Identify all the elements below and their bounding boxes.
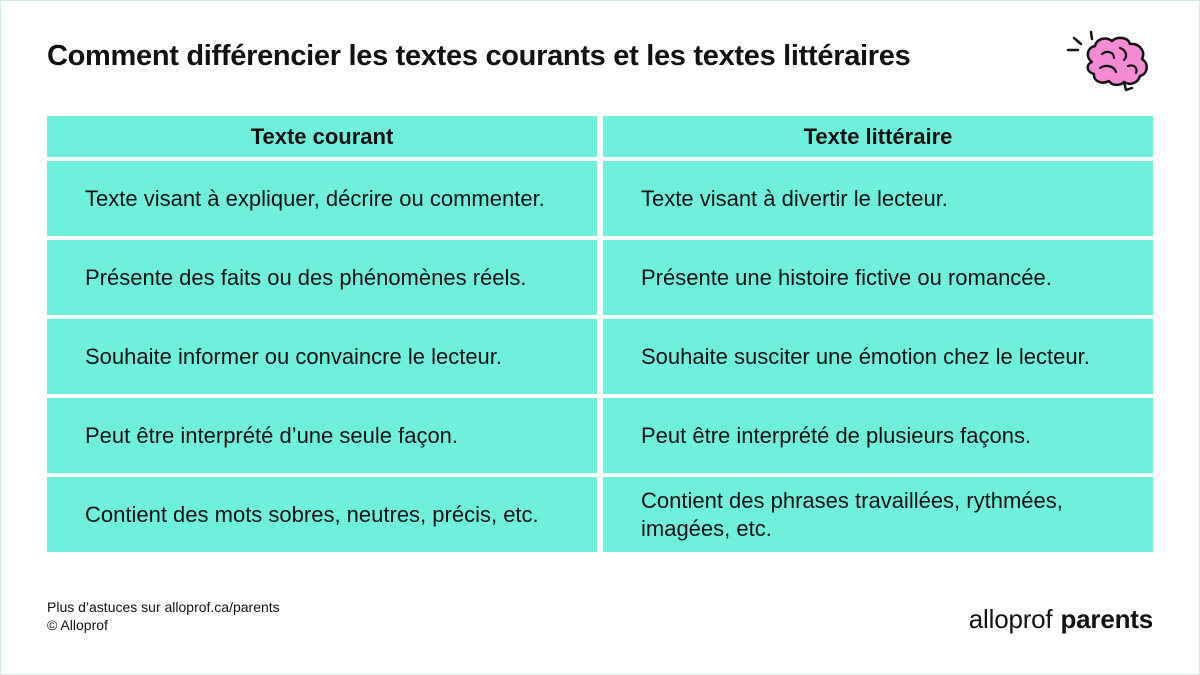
table-cell: Présente des faits ou des phénomènes réels. bbox=[47, 240, 597, 315]
table-cell: Souhaite informer ou convaincre le lecteur. bbox=[47, 319, 597, 394]
table-cell: Peut être interprété d’une seule façon. bbox=[47, 398, 597, 473]
table-cell: Texte visant à expliquer, décrire ou commenter. bbox=[47, 161, 597, 236]
copyright-text: © Alloprof bbox=[47, 617, 108, 633]
page-title: Comment différencier les textes courants et les textes littéraires bbox=[47, 40, 911, 72]
footer bbox=[47, 598, 280, 634]
table-cell: Contient des phrases travaillées, rythmées, imagées, etc. bbox=[603, 477, 1153, 552]
footer-link-text: Plus d’astuces sur alloprof.ca/parents bbox=[47, 599, 280, 615]
table-cell: Contient des mots sobres, neutres, précis, etc. bbox=[47, 477, 597, 552]
brain-icon bbox=[1062, 28, 1154, 94]
table-header-courant: Texte courant bbox=[47, 116, 597, 157]
table-cell: Présente une histoire fictive ou romancée. bbox=[603, 240, 1153, 315]
table-header-litteraire: Texte littéraire bbox=[603, 116, 1153, 157]
table-cell: Souhaite susciter une émotion chez le lecteur. bbox=[603, 319, 1153, 394]
logo-parents: parents bbox=[1060, 604, 1153, 634]
table-cell: Peut être interprété de plusieurs façons. bbox=[603, 398, 1153, 473]
alloprof-parents-logo bbox=[969, 604, 1153, 635]
comparison-table bbox=[47, 116, 1153, 552]
table-cell: Texte visant à divertir le lecteur. bbox=[603, 161, 1153, 236]
logo-alloprof: alloprof bbox=[968, 604, 1053, 634]
